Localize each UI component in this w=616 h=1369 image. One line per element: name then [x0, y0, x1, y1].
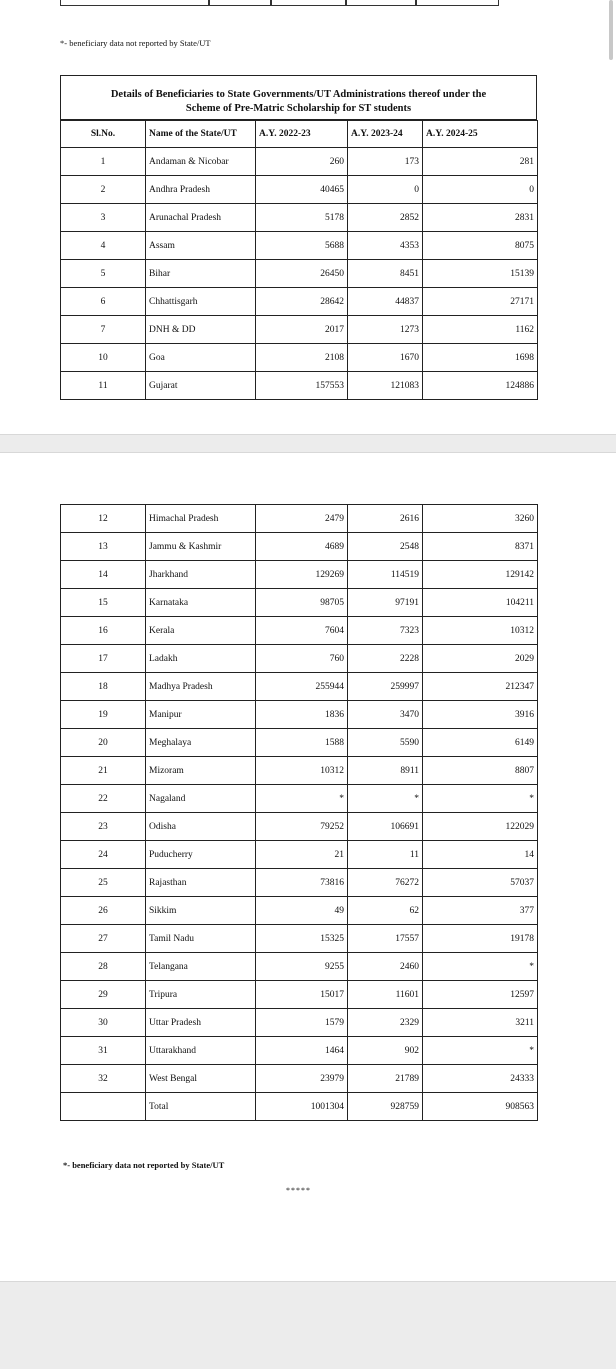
cell-sl-no: 5: [61, 260, 146, 288]
header-sl-no: Sl.No.: [61, 121, 146, 148]
table-row: [61, 785, 538, 813]
cell-ay-2022-23: 79252: [256, 813, 348, 841]
cell-sl-no: 24: [61, 841, 146, 869]
table-row: [61, 953, 538, 981]
cell-state-name: Tripura: [146, 981, 256, 1009]
cell-ay-2022-23: 40465: [256, 176, 348, 204]
table-row: [61, 1037, 538, 1065]
cell-ay-2022-23: 1836: [256, 701, 348, 729]
header-state-name: Name of the State/UT: [146, 121, 256, 148]
cell-ay-2022-23: 2479: [256, 505, 348, 533]
cell-ay-2024-25: 0: [423, 176, 538, 204]
cell-ay-2024-25: 3260: [423, 505, 538, 533]
table-row: [61, 813, 538, 841]
cell-ay-2024-25: 24333: [423, 1065, 538, 1093]
cell-ay-2024-25: 12597: [423, 981, 538, 1009]
cell-ay-2024-25: 129142: [423, 561, 538, 589]
cell-ay-2024-25: 3211: [423, 1009, 538, 1037]
cell-ay-2024-25: 122029: [423, 813, 538, 841]
cell-sl-no: 15: [61, 589, 146, 617]
table-row: [61, 645, 538, 673]
table-row: [61, 372, 538, 400]
cell-ay-2024-25: 124886: [423, 372, 538, 400]
cell-sl-no: 6: [61, 288, 146, 316]
cell-sl-no: 26: [61, 897, 146, 925]
cell-state-name: Sikkim: [146, 897, 256, 925]
table-row: [61, 701, 538, 729]
cell-sl-no: 7: [61, 316, 146, 344]
cell-ay-2022-23: 73816: [256, 869, 348, 897]
cell-state-name: Chhattisgarh: [146, 288, 256, 316]
cell-state-name: Kerala: [146, 617, 256, 645]
cell-state-name: Ladakh: [146, 645, 256, 673]
cell-ay-2022-23: 1579: [256, 1009, 348, 1037]
cell-ay-2023-24: 44837: [348, 288, 423, 316]
cell-ay-2024-25: 8075: [423, 232, 538, 260]
cell-state-name: West Bengal: [146, 1065, 256, 1093]
cell-sl-no: 4: [61, 232, 146, 260]
header-ay-2022-23: A.Y. 2022-23: [256, 121, 348, 148]
cell-ay-2022-23: 5688: [256, 232, 348, 260]
end-mark: *****: [286, 1186, 311, 1195]
cell-ay-2023-24: 1670: [348, 344, 423, 372]
cell-ay-2023-24: 0: [348, 176, 423, 204]
cell-ay-2024-25: 1162: [423, 316, 538, 344]
cell-ay-2023-24: 2852: [348, 204, 423, 232]
cell-ay-2022-23: 1588: [256, 729, 348, 757]
cell-ay-2023-24: 8911: [348, 757, 423, 785]
cell-sl-no: 3: [61, 204, 146, 232]
cell-sl-no: 22: [61, 785, 146, 813]
cell-ay-2023-24: 21789: [348, 1065, 423, 1093]
cell-sl-no: 28: [61, 953, 146, 981]
table-row: [61, 617, 538, 645]
cell-sl-no: 12: [61, 505, 146, 533]
table-row: [61, 148, 538, 176]
cell-sl-no: 27: [61, 925, 146, 953]
cell-state-name: Jammu & Kashmir: [146, 533, 256, 561]
cell-ay-2024-25: 8371: [423, 533, 538, 561]
table-row: [61, 260, 538, 288]
cell-state-name: Assam: [146, 232, 256, 260]
header-ay-2023-24: A.Y. 2023-24: [348, 121, 423, 148]
table-row: [61, 1009, 538, 1037]
cell-ay-2023-24: 2616: [348, 505, 423, 533]
cell-ay-2022-23: 2017: [256, 316, 348, 344]
cell-ay-2022-23: 28642: [256, 288, 348, 316]
total-ay-2024-25: 908563: [423, 1093, 538, 1121]
cell-ay-2022-23: 129269: [256, 561, 348, 589]
cell-ay-2024-25: 8807: [423, 757, 538, 785]
cell-state-name: Mizoram: [146, 757, 256, 785]
cell-state-name: Puducherry: [146, 841, 256, 869]
cell-ay-2022-23: 9255: [256, 953, 348, 981]
document-page-1: [0, 0, 616, 435]
cell-sl-no: 11: [61, 372, 146, 400]
cell-ay-2023-24: 121083: [348, 372, 423, 400]
cell-ay-2022-23: 2108: [256, 344, 348, 372]
cell-ay-2023-24: 106691: [348, 813, 423, 841]
cell-ay-2022-23: 23979: [256, 1065, 348, 1093]
table-row: [61, 533, 538, 561]
total-ay-2022-23: 1001304: [256, 1093, 348, 1121]
cell-ay-2023-24: 2228: [348, 645, 423, 673]
cell-state-name: Goa: [146, 344, 256, 372]
scrollbar-thumb[interactable]: [609, 0, 613, 60]
cell-sl-no: 32: [61, 1065, 146, 1093]
cell-ay-2023-24: 2329: [348, 1009, 423, 1037]
cell-ay-2024-25: 377: [423, 897, 538, 925]
cell-sl-no: 13: [61, 533, 146, 561]
cell-ay-2024-25: *: [423, 785, 538, 813]
cell-ay-2023-24: 11601: [348, 981, 423, 1009]
cell-ay-2023-24: 2548: [348, 533, 423, 561]
cell-ay-2023-24: 97191: [348, 589, 423, 617]
table-header-row: [61, 121, 538, 148]
total-ay-2023-24: 928759: [348, 1093, 423, 1121]
cell-state-name: Uttar Pradesh: [146, 1009, 256, 1037]
cell-ay-2023-24: 62: [348, 897, 423, 925]
cell-ay-2022-23: 10312: [256, 757, 348, 785]
cell-ay-2024-25: 6149: [423, 729, 538, 757]
cell-ay-2023-24: 2460: [348, 953, 423, 981]
cell-ay-2022-23: 1464: [256, 1037, 348, 1065]
cell-sl-no: 20: [61, 729, 146, 757]
table-row: [61, 204, 538, 232]
table-row: [61, 897, 538, 925]
cell-ay-2022-23: 4689: [256, 533, 348, 561]
cell-ay-2022-23: 98705: [256, 589, 348, 617]
cell-sl-no: 16: [61, 617, 146, 645]
cell-state-name: Andhra Pradesh: [146, 176, 256, 204]
total-label: Total: [146, 1093, 256, 1121]
table-row: [61, 288, 538, 316]
cell-ay-2024-25: 57037: [423, 869, 538, 897]
cell-sl-no: 14: [61, 561, 146, 589]
cell-sl-no: 19: [61, 701, 146, 729]
table-row: [61, 673, 538, 701]
cell-ay-2024-25: 27171: [423, 288, 538, 316]
cell-state-name: Jharkhand: [146, 561, 256, 589]
cell-state-name: Manipur: [146, 701, 256, 729]
cell-ay-2023-24: 17557: [348, 925, 423, 953]
cell-sl-no: 2: [61, 176, 146, 204]
cell-ay-2023-24: 8451: [348, 260, 423, 288]
cell-state-name: DNH & DD: [146, 316, 256, 344]
cell-sl-no: 18: [61, 673, 146, 701]
cell-ay-2022-23: 260: [256, 148, 348, 176]
cell-ay-2022-23: 15325: [256, 925, 348, 953]
table-row: [61, 729, 538, 757]
cell-state-name: Bihar: [146, 260, 256, 288]
footnote-bottom: *- beneficiary data not reported by State/UT: [63, 1160, 225, 1170]
cell-state-name: Gujarat: [146, 372, 256, 400]
cell-ay-2024-25: 14: [423, 841, 538, 869]
cell-state-name: Arunachal Pradesh: [146, 204, 256, 232]
table-total-row: [61, 1093, 538, 1121]
cell-ay-2023-24: 4353: [348, 232, 423, 260]
cell-ay-2024-25: *: [423, 953, 538, 981]
cell-ay-2024-25: 2029: [423, 645, 538, 673]
table-title-line-1: Details of Beneficiaries to State Governments/UT Administrations thereof under the: [110, 89, 487, 100]
footnote-top: *- beneficiary data not reported by State/UT: [60, 38, 211, 48]
cell-state-name: Odisha: [146, 813, 256, 841]
cell-ay-2024-25: 10312: [423, 617, 538, 645]
cell-ay-2023-24: 902: [348, 1037, 423, 1065]
beneficiaries-table-part-2: [60, 504, 538, 1121]
cell-sl-no: 21: [61, 757, 146, 785]
table-row: [61, 176, 538, 204]
cell-sl-no: 25: [61, 869, 146, 897]
table-row: [61, 1065, 538, 1093]
cell-sl-no: 17: [61, 645, 146, 673]
cell-state-name: Telangana: [146, 953, 256, 981]
table-row: [61, 316, 538, 344]
table-row: [61, 869, 538, 897]
cell-ay-2022-23: 5178: [256, 204, 348, 232]
table-title-line-2: Scheme of Pre-Matric Scholarship for ST students: [185, 103, 412, 114]
cell-sl-no: 30: [61, 1009, 146, 1037]
previous-table-fragment: [60, 0, 497, 6]
cell-ay-2022-23: 7604: [256, 617, 348, 645]
cell-ay-2023-24: 1273: [348, 316, 423, 344]
cell-ay-2024-25: 1698: [423, 344, 538, 372]
beneficiaries-table-part-1: [60, 120, 538, 400]
table-row: [61, 344, 538, 372]
cell-ay-2023-24: 259997: [348, 673, 423, 701]
table-row: [61, 841, 538, 869]
cell-ay-2022-23: 157553: [256, 372, 348, 400]
cell-ay-2024-25: 2831: [423, 204, 538, 232]
cell-ay-2022-23: 26450: [256, 260, 348, 288]
cell-state-name: Uttarakhand: [146, 1037, 256, 1065]
cell-state-name: Karnataka: [146, 589, 256, 617]
cell-sl-no: 23: [61, 813, 146, 841]
cell-sl-no: 29: [61, 981, 146, 1009]
cell-state-name: Himachal Pradesh: [146, 505, 256, 533]
cell-ay-2022-23: 760: [256, 645, 348, 673]
total-sl: [61, 1093, 146, 1121]
cell-state-name: Rajasthan: [146, 869, 256, 897]
cell-ay-2023-24: 7323: [348, 617, 423, 645]
table-row: [61, 925, 538, 953]
cell-ay-2022-23: 21: [256, 841, 348, 869]
cell-state-name: Madhya Pradesh: [146, 673, 256, 701]
cell-ay-2024-25: 15139: [423, 260, 538, 288]
cell-ay-2024-25: 104211: [423, 589, 538, 617]
table-row: [61, 981, 538, 1009]
cell-ay-2023-24: *: [348, 785, 423, 813]
cell-ay-2024-25: 281: [423, 148, 538, 176]
cell-ay-2023-24: 173: [348, 148, 423, 176]
cell-ay-2023-24: 114519: [348, 561, 423, 589]
cell-ay-2023-24: 3470: [348, 701, 423, 729]
cell-ay-2024-25: 3916: [423, 701, 538, 729]
cell-state-name: Nagaland: [146, 785, 256, 813]
table-row: [61, 589, 538, 617]
cell-ay-2022-23: 255944: [256, 673, 348, 701]
cell-state-name: Andaman & Nicobar: [146, 148, 256, 176]
table-row: [61, 757, 538, 785]
cell-ay-2023-24: 11: [348, 841, 423, 869]
cell-ay-2024-25: 212347: [423, 673, 538, 701]
table-title: [60, 75, 537, 120]
cell-state-name: Tamil Nadu: [146, 925, 256, 953]
header-ay-2024-25: A.Y. 2024-25: [423, 121, 538, 148]
cell-sl-no: 10: [61, 344, 146, 372]
cell-ay-2024-25: 19178: [423, 925, 538, 953]
table-row: [61, 561, 538, 589]
table-row: [61, 505, 538, 533]
cell-sl-no: 1: [61, 148, 146, 176]
cell-sl-no: 31: [61, 1037, 146, 1065]
cell-ay-2023-24: 5590: [348, 729, 423, 757]
cell-ay-2023-24: 76272: [348, 869, 423, 897]
cell-ay-2022-23: *: [256, 785, 348, 813]
table-row: [61, 232, 538, 260]
cell-state-name: Meghalaya: [146, 729, 256, 757]
cell-ay-2022-23: 49: [256, 897, 348, 925]
cell-ay-2024-25: *: [423, 1037, 538, 1065]
cell-ay-2022-23: 15017: [256, 981, 348, 1009]
